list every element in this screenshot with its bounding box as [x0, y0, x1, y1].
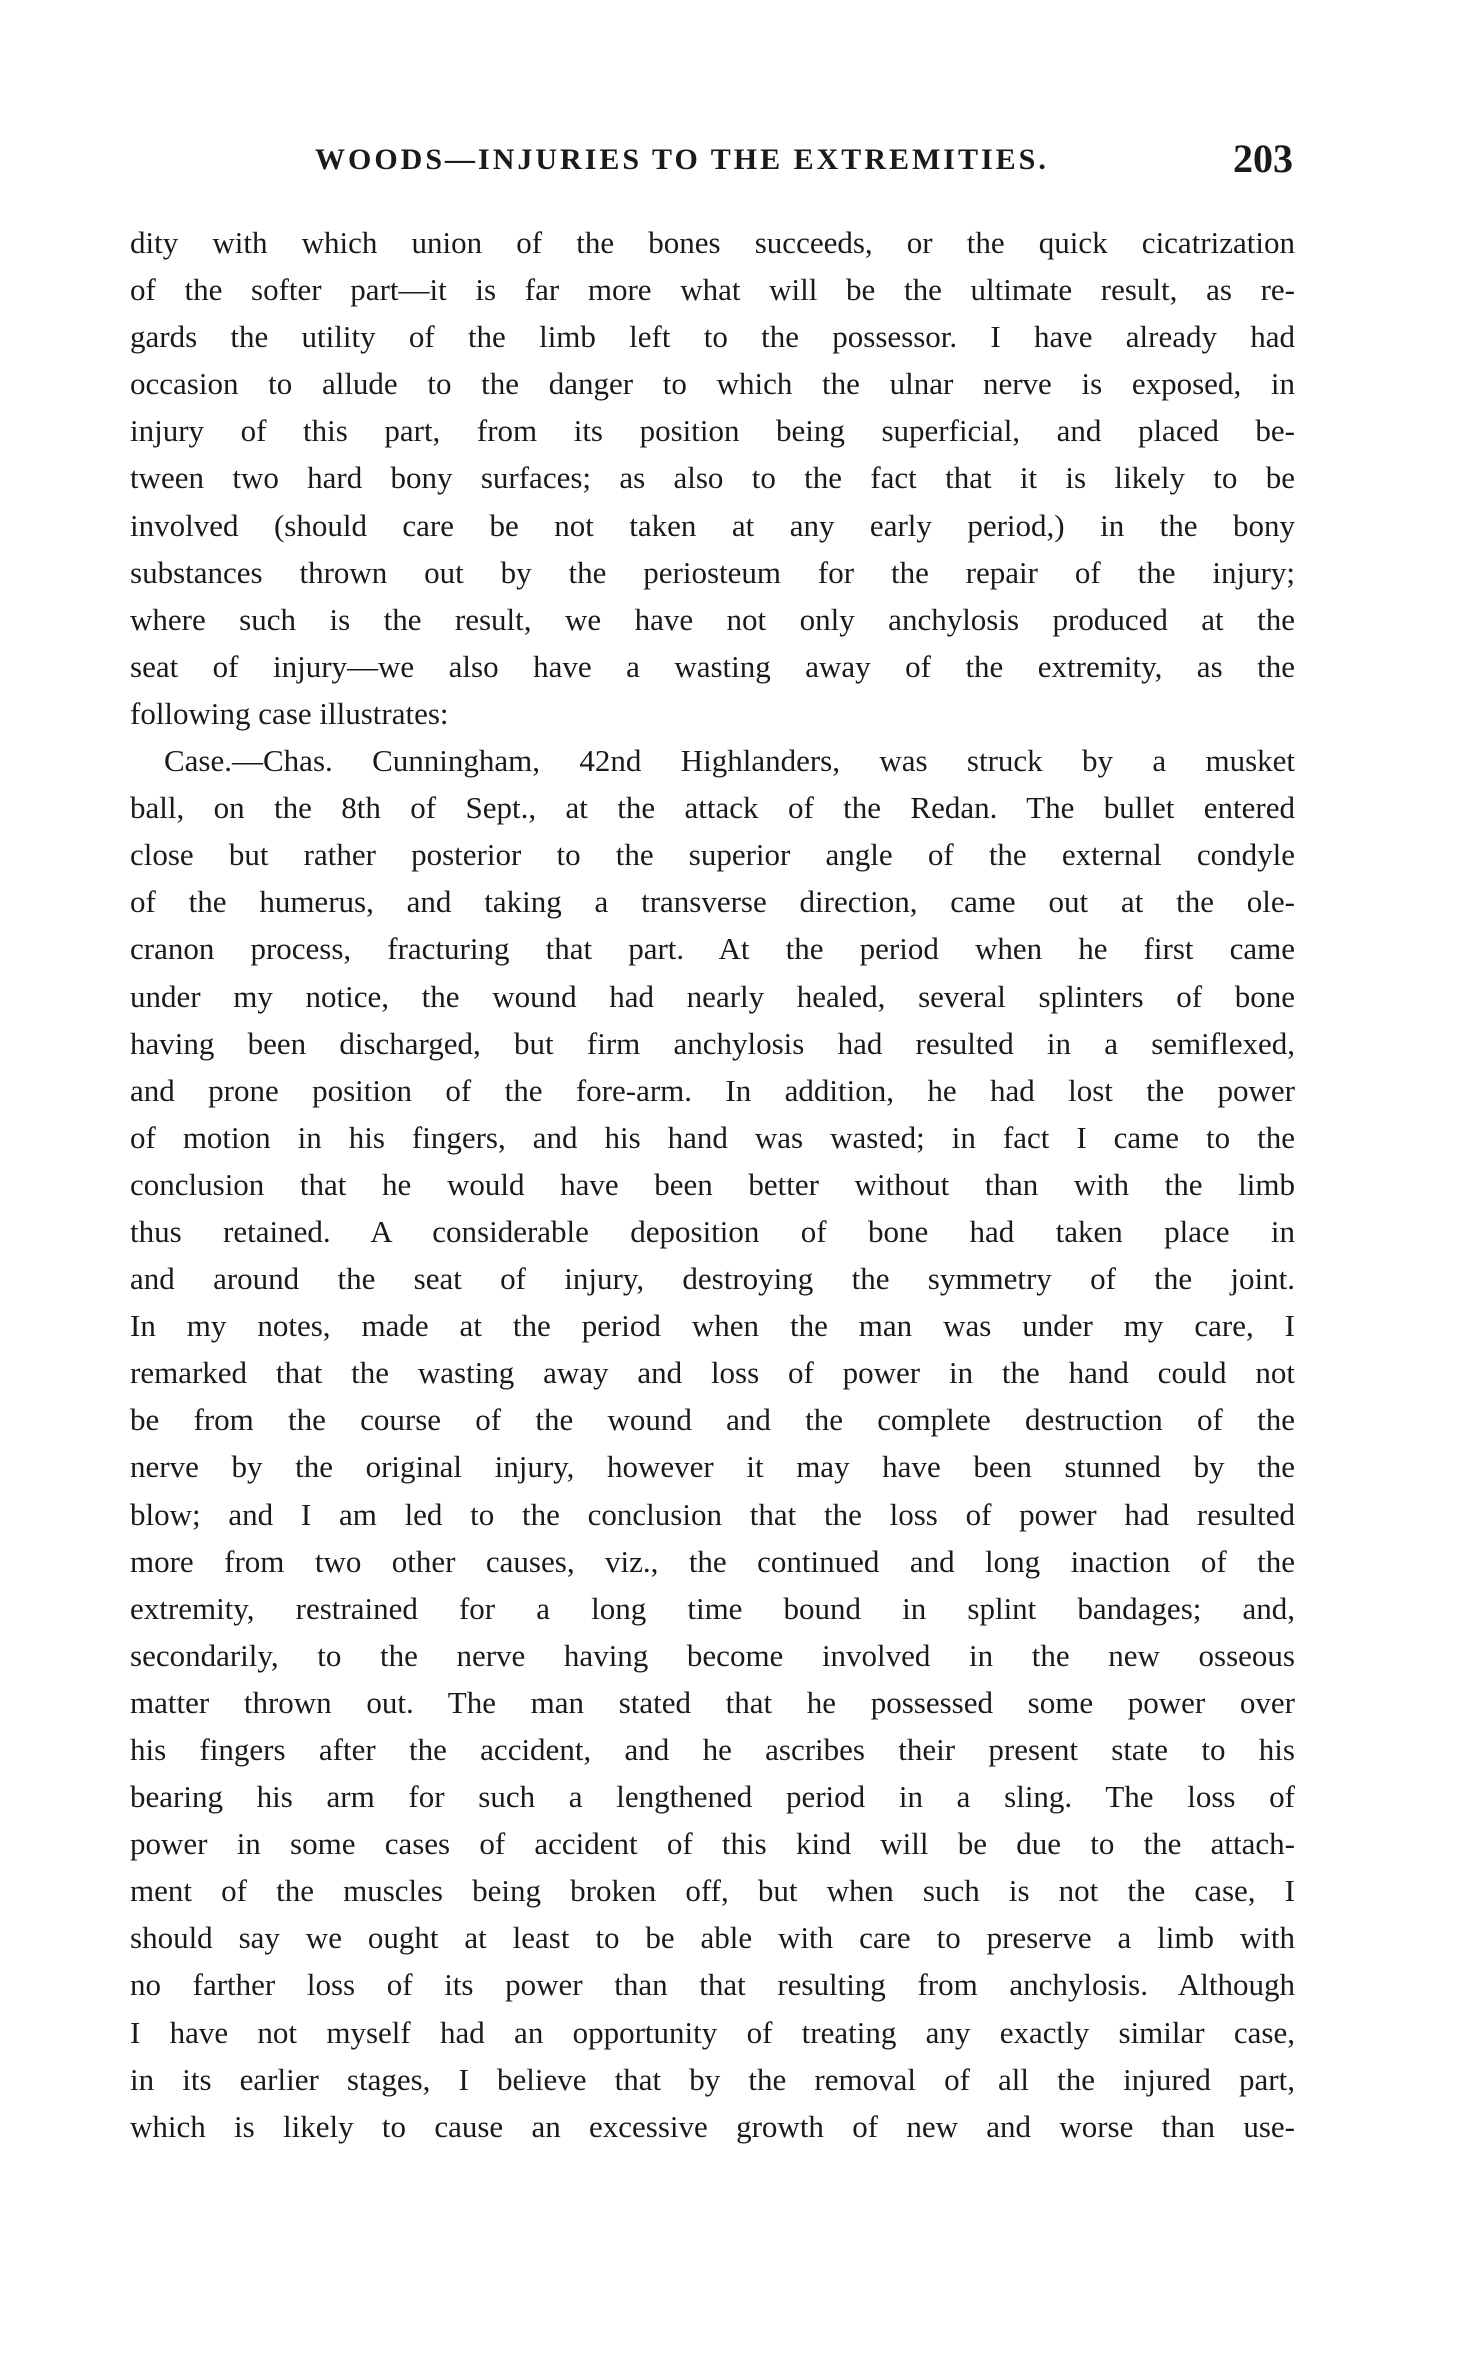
text-line: extremity, restrained for a long time bound in splint bandages; and, [130, 1590, 1295, 1626]
text-line: close but rather posterior to the superior angle of the external condyle [130, 837, 1295, 873]
text-line: where such is the result, we have not only anchylosis produced at the [130, 601, 1295, 637]
text-line: injury of this part, from its position being superficial, and placed be- [130, 413, 1295, 449]
running-header [130, 135, 1295, 195]
text-line: thus retained. A considerable deposition of bone had taken place in [130, 1213, 1295, 1249]
text-line: remarked that the wasting away and loss of power in the hand could not [130, 1355, 1295, 1391]
text-line: no farther loss of its power than that resulting from anchylosis. Although [130, 1967, 1295, 2003]
text-line: ment of the muscles being broken off, but when such is not the case, I [130, 1873, 1295, 1909]
text-line: secondarily, to the nerve having become involved in the new osseous [130, 1637, 1295, 1673]
text-line: under my notice, the wound had nearly healed, several splinters of bone [130, 978, 1295, 1014]
text-line: blow; and I am led to the conclusion that the loss of power had resulted [130, 1496, 1295, 1532]
text-line: matter thrown out. The man stated that he possessed some power over [130, 1684, 1295, 1720]
text-line: bearing his arm for such a lengthened period in a sling. The loss of [130, 1779, 1295, 1815]
text-line: tween two hard bony surfaces; as also to the fact that it is likely to be [130, 460, 1295, 496]
text-line: gards the utility of the limb left to the possessor. I have already had [130, 319, 1295, 355]
book-page [130, 135, 1295, 2150]
text-line: ball, on the 8th of Sept., at the attack of the Redan. The bullet entered [130, 790, 1295, 826]
text-line: and prone position of the fore-arm. In addition, he had lost the power [130, 1072, 1295, 1108]
running-title: WOODS—INJURIES TO THE EXTREMITIES. [315, 143, 1049, 176]
text-line: nerve by the original injury, however it may have been stunned by the [130, 1449, 1295, 1485]
text-line: which is likely to cause an excessive growth of new and worse than use- [130, 2108, 1295, 2144]
text-line: Case.—Chas. Cunningham, 42nd Highlanders, was struck by a musket [164, 743, 1295, 779]
text-line: of motion in his fingers, and his hand was wasted; in fact I came to the [130, 1119, 1295, 1155]
text-line: cranon process, fracturing that part. At the period when he first came [130, 931, 1295, 967]
text-line: should say we ought at least to be able with care to preserve a limb with [130, 1920, 1295, 1956]
text-line: I have not myself had an opportunity of treating any exactly similar case, [130, 2014, 1295, 2050]
text-line: seat of injury—we also have a wasting away of the extremity, as the [130, 648, 1295, 684]
body-text [130, 219, 1295, 2150]
text-line: in its earlier stages, I believe that by the removal of all the injured part, [130, 2061, 1295, 2097]
text-line: involved (should care be not taken at any early period,) in the bony [130, 507, 1295, 543]
page-number: 203 [1233, 136, 1293, 181]
text-line: dity with which union of the bones succeeds, or the quick cicatrization [130, 225, 1295, 260]
text-line: In my notes, made at the period when the man was under my care, I [130, 1308, 1295, 1344]
text-line: be from the course of the wound and the complete destruction of the [130, 1402, 1295, 1438]
text-line: having been discharged, but firm anchylosis had resulted in a semiflexed, [130, 1025, 1295, 1061]
text-line: his fingers after the accident, and he ascribes their present state to his [130, 1732, 1295, 1767]
text-line: power in some cases of accident of this kind will be due to the attach- [130, 1826, 1295, 1862]
text-line: and around the seat of injury, destroying the symmetry of the joint. [130, 1261, 1295, 1297]
text-line: substances thrown out by the periosteum for the repair of the injury; [130, 554, 1295, 590]
text-line: conclusion that he would have been better without than with the limb [130, 1166, 1295, 1202]
text-line: following case illustrates: [130, 695, 449, 731]
text-line: of the humerus, and taking a transverse direction, came out at the ole- [130, 884, 1295, 920]
text-line: more from two other causes, viz., the continued and long inaction of the [130, 1543, 1295, 1579]
text-line: of the softer part—it is far more what will be the ultimate result, as re- [130, 272, 1295, 308]
text-line: occasion to allude to the danger to which the ulnar nerve is exposed, in [130, 366, 1295, 402]
